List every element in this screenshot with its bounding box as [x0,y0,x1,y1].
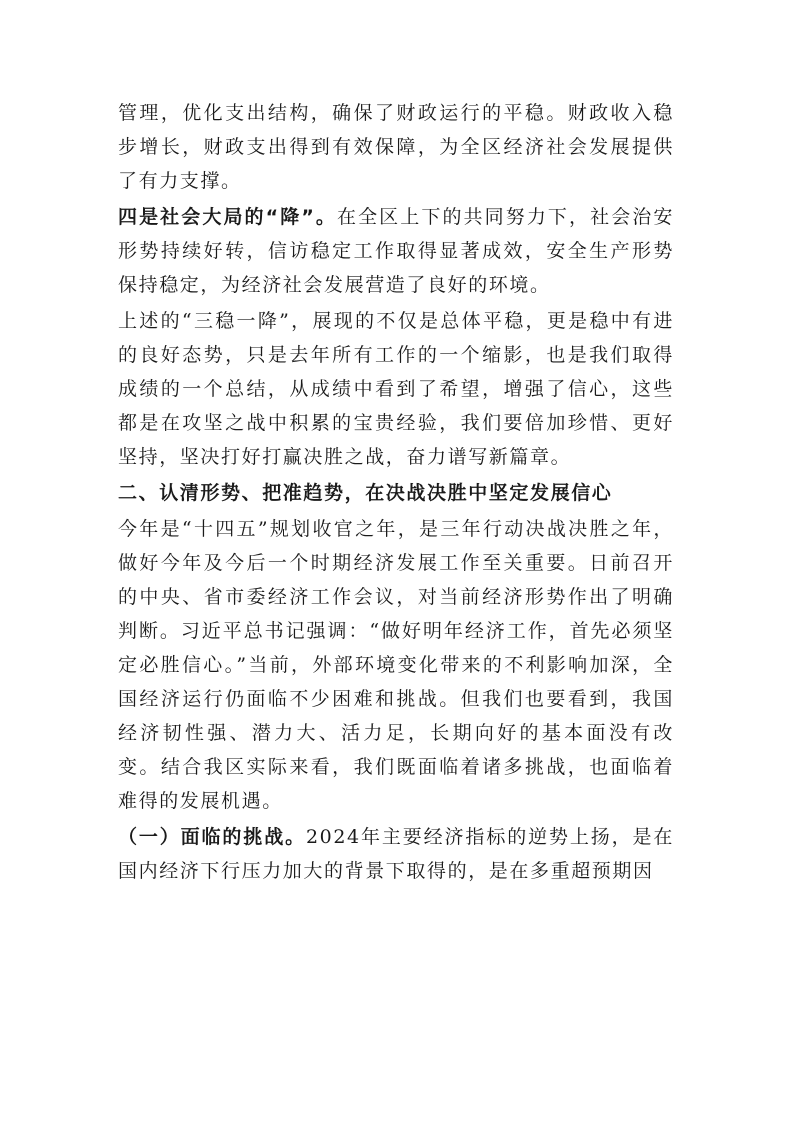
paragraph-text: 管理，优化支出结构，确保了财政运行的平稳。财政收入稳步增长，财政支出得到有效保障，为全区经济社会发展提供了有力支撑。 [118,102,674,192]
paragraph-text: 在全区上下的共同努力下，社会治安形势持续好转，信访稳定工作取得显著成效，安全生产形势保持稳定，为经济社会发展营造了良好的环境。 [118,206,674,296]
section-heading: 二、认清形势、把准趋势，在决战决胜中坚定发展信心 [118,482,613,504]
paragraph-text: 2024年主要经济指标的逆势上扬，是在国内经济下行压力加大的背景下取得的，是在多重超预期因 [118,826,674,882]
paragraph-challenges [118,820,674,888]
paragraph-social [118,200,674,302]
paragraph-text: 上述的“三稳一降”，展现的不仅是总体平稳，更是稳中有进的良好态势，只是去年所有工作的一个缩影，也是我们取得成绩的一个总结，从成绩中看到了希望，增强了信心，这些都是在攻坚之战中积累的宝贵经验，我们要倍加珍惜、更好坚持，坚决打好打赢决胜之战，奋力谱写新篇章。 [118,310,674,468]
paragraph-summary [118,304,674,474]
paragraph-text: 今年是“十四五”规划收官之年，是三年行动决战决胜之年，做好今年及今后一个时期经济发展工作至关重要。日前召开的中央、省市委经济工作会议，对当前经济形势作出了明确判断。习近平总书记强调：“做好明年经济工作，首先必须坚定必胜信心。”当前，外部环境变化带来的不利影响加深，全国经济运行仍面临不少困难和挑战。但我们也要看到，我国经济韧性强、潜力大、活力足，长期向好的基本面没有改变。结合我区实际来看，我们既面临着诸多挑战，也面临着难得的发展机遇。 [118,518,674,812]
paragraph-situation [118,512,674,818]
paragraph-fiscal [118,96,674,198]
document-page [118,96,674,888]
paragraph-lead: 四是社会大局的“降”。 [118,206,337,228]
paragraph-lead: （一）面临的挑战。 [118,826,306,848]
